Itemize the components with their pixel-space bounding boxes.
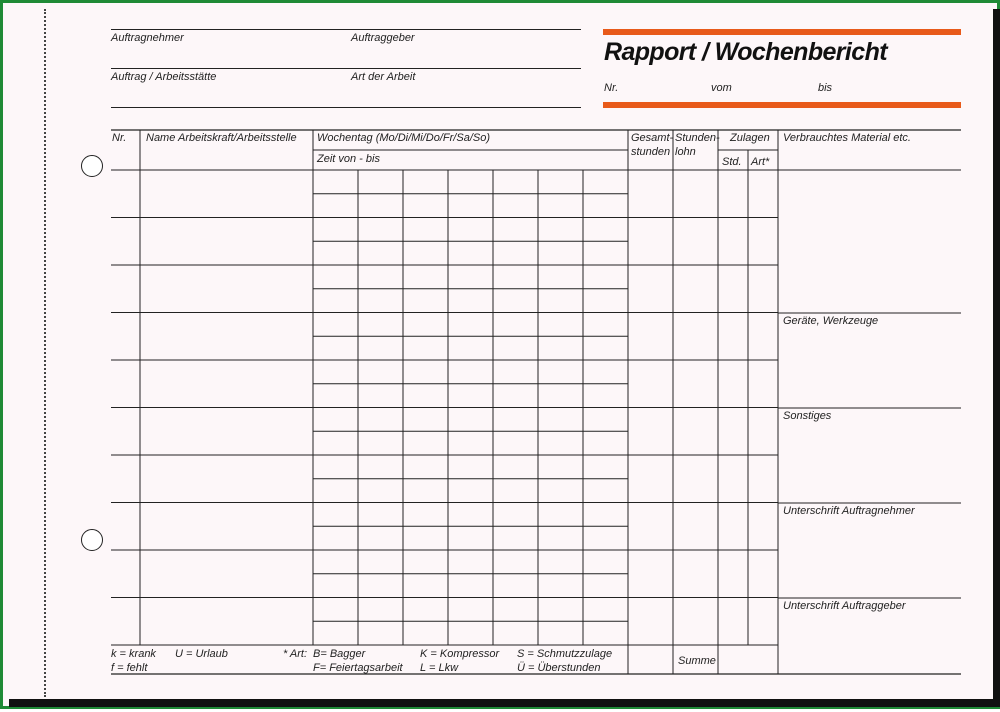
- legend-absent: f = fehlt: [111, 662, 148, 674]
- col-bonus-header: Zulagen: [730, 132, 770, 144]
- contractor-signature-label: Unterschrift Auftragnehmer: [783, 505, 915, 517]
- contractor-label: Auftragnehmer: [111, 32, 184, 44]
- legend-sick: k = krank: [111, 648, 156, 660]
- material-section-label: Verbrauchtes Material etc.: [783, 132, 911, 144]
- col-weekday-header: Wochentag (Mo/Di/Mi/Do/Fr/Sa/So): [317, 132, 490, 144]
- client-signature-label: Unterschrift Auftraggeber: [783, 600, 906, 612]
- col-hourly-wage-header-2: lohn: [675, 146, 696, 158]
- client-label: Auftraggeber: [351, 32, 415, 44]
- col-time-header: Zeit von - bis: [317, 153, 380, 165]
- legend-dirt-bonus: S = Schmutzzulage: [517, 648, 613, 660]
- col-name-header: Name Arbeitskraft/Arbeitsstelle: [146, 132, 297, 144]
- col-bonus-type-header: Art*: [751, 156, 770, 168]
- col-hourly-wage-header-1: Stunden-: [675, 132, 720, 144]
- legend-truck: L = Lkw: [420, 662, 459, 674]
- misc-section-label: Sonstiges: [783, 410, 832, 422]
- legend-vacation: U = Urlaub: [175, 648, 228, 660]
- order-worksite-label: Auftrag / Arbeitsstätte: [111, 71, 217, 83]
- date-to-label: bis: [818, 82, 833, 94]
- form-title: Rapport / Wochenbericht: [604, 38, 887, 66]
- work-type-label: Art der Arbeit: [351, 71, 416, 83]
- legend-type-label: * Art:: [283, 648, 308, 660]
- legend-holiday-work: F= Feiertagsarbeit: [313, 662, 403, 674]
- legend-excavator: B= Bagger: [313, 648, 366, 660]
- col-total-hours-header-1: Gesamt-: [631, 132, 674, 144]
- sum-label: Summe: [678, 655, 716, 667]
- legend-compressor: K = Kompressor: [420, 648, 500, 660]
- number-label: Nr.: [604, 82, 619, 94]
- date-from-label: vom: [711, 82, 732, 94]
- legend-overtime: Ü = Überstunden: [517, 662, 601, 674]
- tools-section-label: Geräte, Werkzeuge: [783, 315, 879, 327]
- col-bonus-hours-header: Std.: [722, 156, 742, 168]
- col-nr-header: Nr.: [112, 132, 127, 144]
- col-total-hours-header-2: stunden: [631, 146, 671, 158]
